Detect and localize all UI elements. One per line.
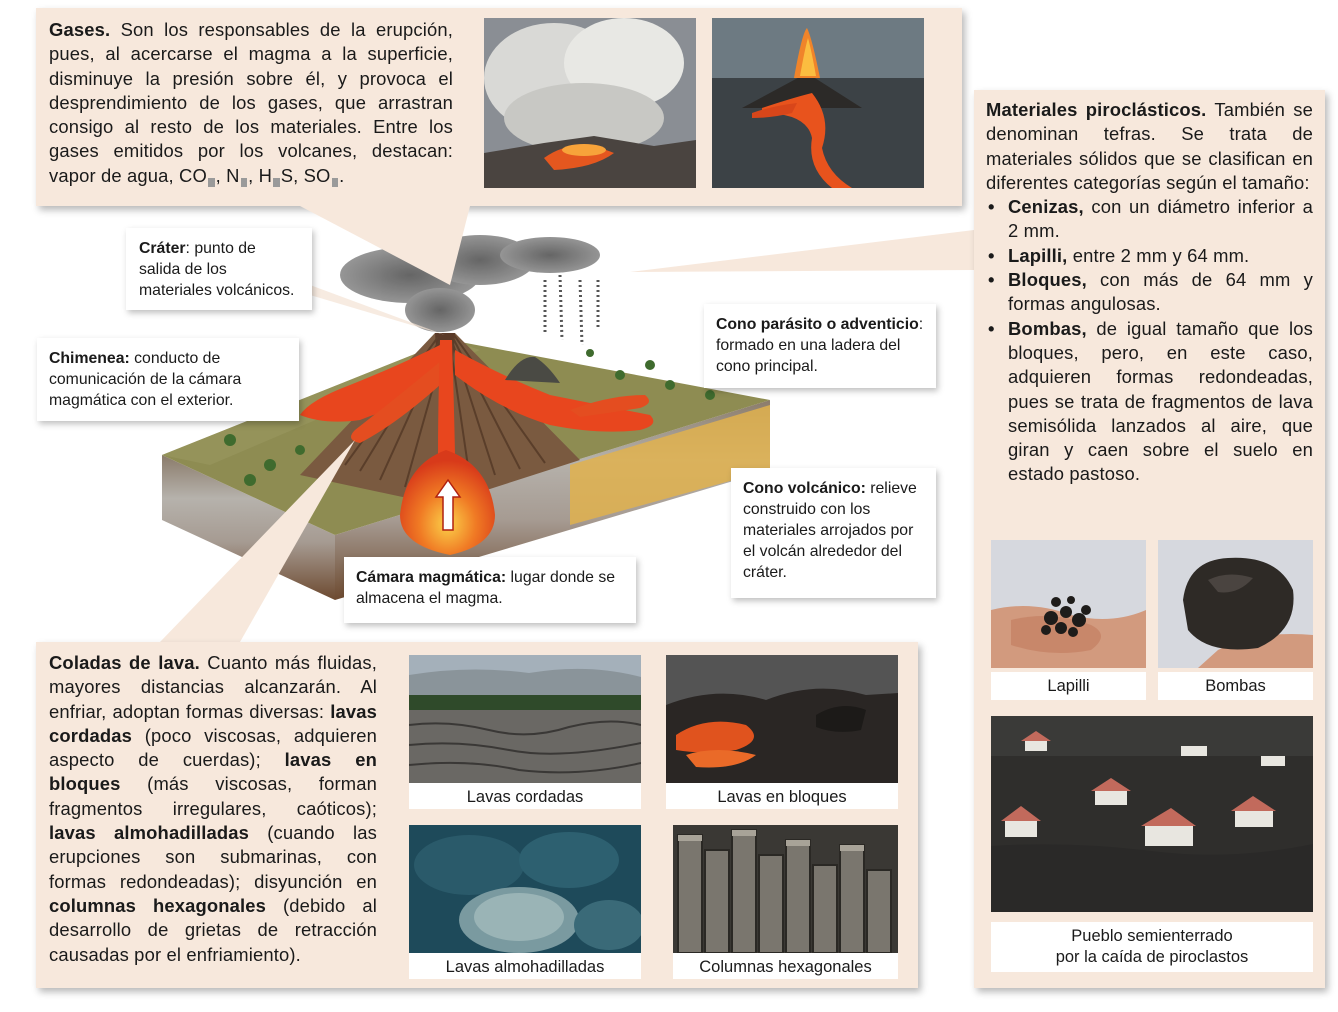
pyroclastic-text: Materiales piroclásticos. También se denominan tefras. Se trata de materiales sólidos que se clasifican en diferentes categorías según el tamaño: • Cenizas, con un diámetro inferior a 2 mm. • Lapilli, entre 2 mm y 64 mm. • Bloques, con más de 64 mm y formas angulosas. • Bombas, de igual tamaño que los bloques, pero, en este caso, adquieren formas redondeadas, pues se trata de fragmentos de lava semisólida lanzados al aire, que giran y caen sobre el suelo en estado pastoso.	[986, 98, 1313, 487]
pyroclastic-title: Materiales piroclásticos.	[986, 99, 1207, 120]
list-item: • Bloques, con más de 64 mm y formas angulosas.	[986, 268, 1313, 317]
volcanic-cone-label: Cono volcánico: relieve construido con los materiales arrojados por el volcán alrededor del cráter.	[731, 468, 936, 598]
lava-flows-text: Coladas de lava. Cuanto más fluidas, mayores distancias alcanzarán. Al enfriar, adoptan formas diversas: lavas cordadas (poco viscosas, adquieren aspecto de cuerdas); lavas en bloques (más viscosas, forman fragmentos irregulares, caóticos); lavas almohadilladas (cuando las erupciones son submarinas, con formas redondeadas); disyunción en columnas hexagonales (debido al desarrollo de grietas de retracción causadas por el enfriamiento).	[49, 652, 377, 965]
pyroclastic-panel	[974, 90, 1325, 988]
lava-fountain-photo	[712, 18, 924, 188]
list-item: • Cenizas, con un diámetro inferior a 2 mm.	[986, 195, 1313, 244]
lava-flows-title: Coladas de lava.	[49, 652, 200, 673]
ropy-lava-caption: Lavas cordadas	[409, 783, 641, 809]
gases-text: Gases. Son los responsables de la erupción, pues, al acercarse el magma a la superficie, disminuye la presión sobre él, y provoca el desprendimiento de los gases, que arrastran consigo al resto de los materiales. Entre los gases emitidos por los volcanes, destacan: vapor de agua, CO $_2$ , N $_2$ , H $_2$ S, SO $_2$ .	[49, 19, 453, 187]
ash-cloud	[340, 235, 600, 332]
gases-title: Gases.	[49, 19, 111, 40]
hexagonal-columns-photo	[673, 825, 898, 953]
chimney-label: Chimenea: conducto de comunicación de la cámara magmática con el exterior.	[37, 338, 299, 421]
bombs-photo	[1158, 540, 1313, 668]
parasitic-cone-label: Cono parásito o adventicio: formado en una ladera del cono principal.	[704, 304, 936, 388]
subscript-placeholder: 2	[208, 177, 214, 187]
hexagonal-columns-caption: Columnas hexagonales	[673, 953, 898, 979]
gases-panel	[36, 8, 962, 206]
lapilli-photo	[991, 540, 1146, 668]
block-lava-caption: Lavas en bloques	[666, 783, 898, 809]
lava-flows-panel	[36, 642, 918, 988]
list-item: • Bombas, de igual tamaño que los bloques, pero, en este caso, adquieren formas redondeadas, pues se trata de fragmentos de lava semisólida lanzados al aire, que giran y caen sobre el suelo en estado pastoso.	[986, 317, 1313, 487]
pyroclastic-list	[986, 195, 1313, 487]
buried-town-caption: Pueblo semienterrado por la caída de piroclastos	[991, 922, 1313, 972]
bombs-caption: Bombas	[1158, 672, 1313, 700]
buried-town-photo	[991, 716, 1313, 912]
magma-chamber-label: Cámara magmática: lugar donde se almacena el magma.	[344, 557, 636, 623]
pillow-lava-caption: Lavas almohadilladas	[409, 953, 641, 979]
ropy-lava-photo	[409, 655, 641, 783]
lapilli-caption: Lapilli	[991, 672, 1146, 700]
crater-label: Cráter: punto de salida de los materiales volcánicos.	[126, 228, 312, 310]
block-lava-photo	[666, 655, 898, 783]
pillow-lava-photo	[409, 825, 641, 953]
list-item: • Lapilli, entre 2 mm y 64 mm.	[986, 244, 1313, 268]
gas-cloud-photo	[484, 18, 696, 188]
chimney	[438, 340, 455, 455]
